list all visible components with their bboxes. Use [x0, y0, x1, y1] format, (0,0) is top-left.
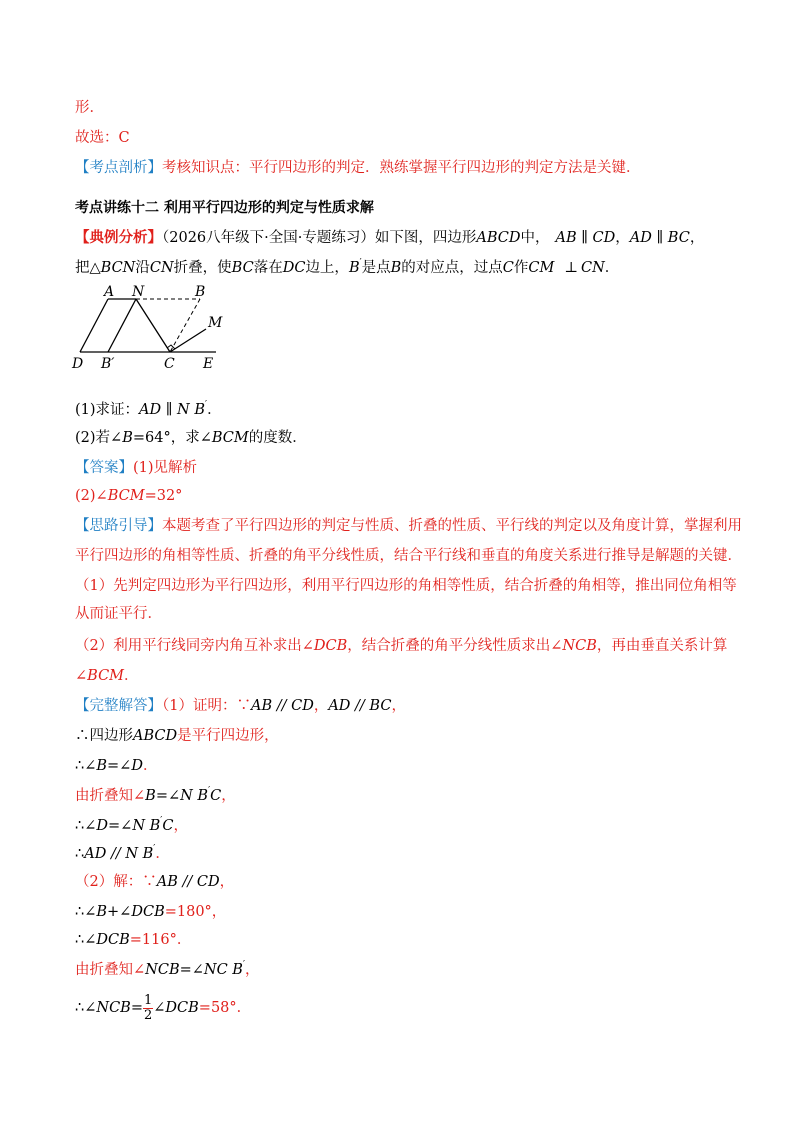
solution-line-10: 由折叠知∠NCB=∠NC B′，	[75, 960, 260, 978]
fraction-one-half: $\frac{1}{2}$	[143, 992, 153, 1023]
text-line-xing: 形．	[75, 100, 104, 116]
solution-line-6: ∴AD // N B′．	[75, 844, 170, 862]
label-A: A	[104, 284, 115, 300]
solution-line-7: （2）解：∵AB // CD，	[75, 874, 235, 890]
kaodian-line: 【考点剖析】考核知识点：平行四边形的判定．熟练掌握平行四边形的判定方法是关键．	[75, 160, 641, 176]
segment-BC-dashed	[170, 299, 200, 352]
label-M: M	[208, 315, 223, 331]
problem-line-1: 【典例分析】（2026八年级下·全国·专题练习）如下图，四边形ABCD中， AB ∥ CD，AD ∥ BC，	[75, 229, 705, 246]
segment-NC	[136, 299, 170, 352]
solution-line-2: ∴四边形ABCD是平行四边形，	[75, 728, 279, 744]
label-N: N	[132, 284, 145, 300]
kaodian-tag: 【考点剖析】	[75, 160, 162, 176]
solution-line-8: ∴∠B+∠DCB=180°，	[75, 904, 227, 920]
text-line-choice: 故选：C	[75, 130, 130, 146]
solution-line-1: 【完整解答】（1）证明：∵AB // CD，AD // BC，	[75, 698, 406, 714]
answer-tag: 【答案】	[75, 460, 133, 476]
solution-line-5: ∴∠D=∠N B′C，	[75, 816, 188, 834]
segment-NBp	[108, 299, 136, 352]
answer-line-1: 【答案】(1)见解析	[75, 460, 198, 476]
geometry-figure	[68, 282, 238, 374]
question-1: (1)求证：AD ∥ N B′．	[75, 400, 222, 418]
problem-tag: 【典例分析】	[75, 229, 162, 246]
guide-line-3: （1）先判定四边形为平行四边形，利用平行四边形的角相等性质，结合折叠的角相等，推出同位角相等	[75, 578, 737, 594]
solution-line-9: ∴∠DCB=116°．	[75, 932, 192, 948]
segment-AD	[80, 299, 108, 352]
label-B: B	[195, 284, 206, 300]
label-C: C	[164, 356, 175, 372]
guide-line-5: （2）利用平行线同旁内角互补求出∠DCB，结合折叠的角平分线性质求出∠NCB，再由垂直关系计算	[75, 638, 728, 654]
solution-line-3: ∴∠B=∠D．	[75, 758, 158, 774]
answer-line-2: (2)∠BCM=32°	[75, 488, 183, 504]
solution-tag: 【完整解答】	[75, 698, 162, 714]
label-D: D	[72, 356, 84, 372]
guide-tag: 【思路引导】	[75, 518, 162, 534]
solution-line-4: 由折叠知∠B=∠N B′C，	[75, 786, 236, 804]
guide-line-1: 【思路引导】本题考查了平行四边形的判定与性质、折叠的性质、平行线的判定以及角度计算，掌握利用	[75, 518, 742, 534]
label-E: E	[203, 356, 214, 372]
solution-line-11: ∴∠NCB= $\frac{1}{2}$ ∠DCB=58°．	[75, 992, 252, 1023]
guide-line-6: ∠BCM．	[75, 668, 139, 684]
problem-line-2: 把△BCN沿CN折叠，使BC落在DC边上，B′是点B的对应点，过点C作CM ⊥ CN．	[75, 258, 620, 276]
segment-CM	[170, 329, 206, 352]
guide-line-2: 平行四边形的角相等性质、折叠的角平分线性质，结合平行线和垂直的角度关系进行推导是解题的关键．	[75, 548, 742, 564]
question-2: (2)若∠B=64°，求∠BCM的度数．	[75, 430, 307, 446]
section-title: 考点讲练十二 利用平行四边形的判定与性质求解	[75, 200, 374, 216]
guide-line-4: 从而证平行．	[75, 606, 162, 622]
label-Bp: B′	[101, 356, 115, 372]
